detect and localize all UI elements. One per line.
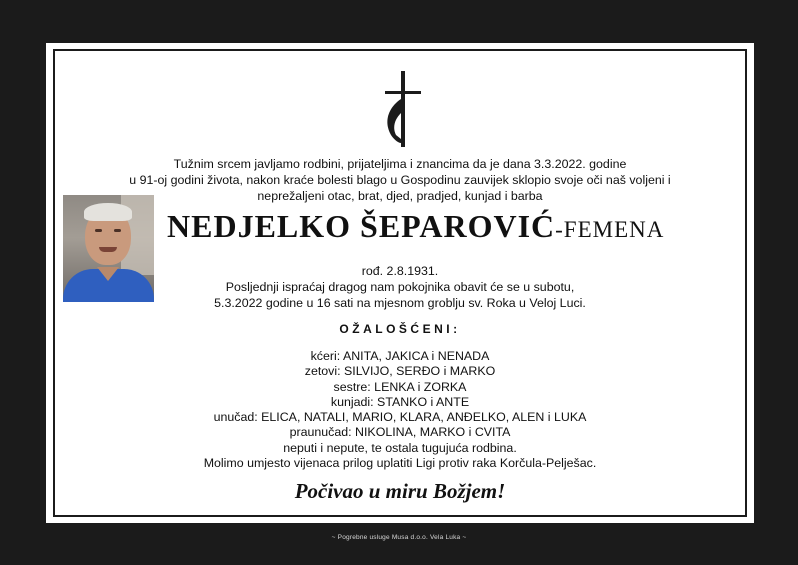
funeral-line: Posljednji ispraćaj dragog nam pokojnika obavit će se u subotu,: [225, 280, 575, 294]
obituary-outer-frame: [46, 43, 754, 523]
birth-date: rođ. 2.8.1931.: [361, 264, 439, 278]
funeral-home-footer: ~ Pogrebne usluge Musa d.o.o. Vela Luka ~: [331, 534, 467, 541]
announcement-text: [59, 156, 741, 204]
deceased-name: [167, 208, 664, 245]
announcement-line: Tužnim srcem javljamo rodbini, prijateljima i znancima da je dana 3.3.2022. godine: [173, 157, 627, 171]
announcement-line: u 91-oj godini života, nakon kraće bolesti blago u Gospodinu zauvijek sklopio svoje oči naš voljeni i: [129, 173, 671, 187]
mourner-entry: zetovi: SILVIJO, SERĐO i MARKO: [304, 364, 496, 379]
announcement-line: neprežaljeni otac, brat, djed, pradjed, kunjad i barba: [257, 189, 543, 203]
mourner-entry: kćeri: ANITA, JAKICA i NENADA: [310, 349, 490, 363]
closing-phrase: Počivao u miru Božjem!: [294, 479, 506, 503]
deceased-full-name: NEDJELKO ŠEPAROVIĆ: [167, 208, 556, 244]
funeral-line: 5.3.2022 godine u 16 sati na mjesnom groblju sv. Roka u Veloj Luci.: [214, 296, 586, 310]
mourner-entry: unučad: ELICA, NATALI, MARIO, KLARA, ANĐELKO, ALEN i LUKA: [213, 410, 587, 425]
funeral-details: [59, 279, 741, 311]
mourner-entry: Molimo umjesto vijenaca prilog uplatiti Ligi protiv raka Korčula-Pelješac.: [203, 456, 597, 471]
mourner-entry: kunjadi: STANKO i ANTE: [330, 394, 470, 409]
mourner-entry: praunučad: NIKOLINA, MARKO i CVITA: [289, 425, 511, 440]
mourners-heading: OŽALOŠĆENI:: [339, 322, 461, 336]
mourner-entry: sestre: LENKA i ZORKA: [333, 379, 467, 394]
cross-icon: [377, 69, 427, 149]
obituary-inner-border: [53, 49, 747, 517]
deceased-nickname: -FEMENA: [555, 217, 665, 242]
mourner-entry: neputi i nepute, te ostala tugujuća rodbina.: [283, 440, 517, 455]
mourners-list: [59, 349, 741, 471]
obituary-card: [59, 55, 741, 511]
